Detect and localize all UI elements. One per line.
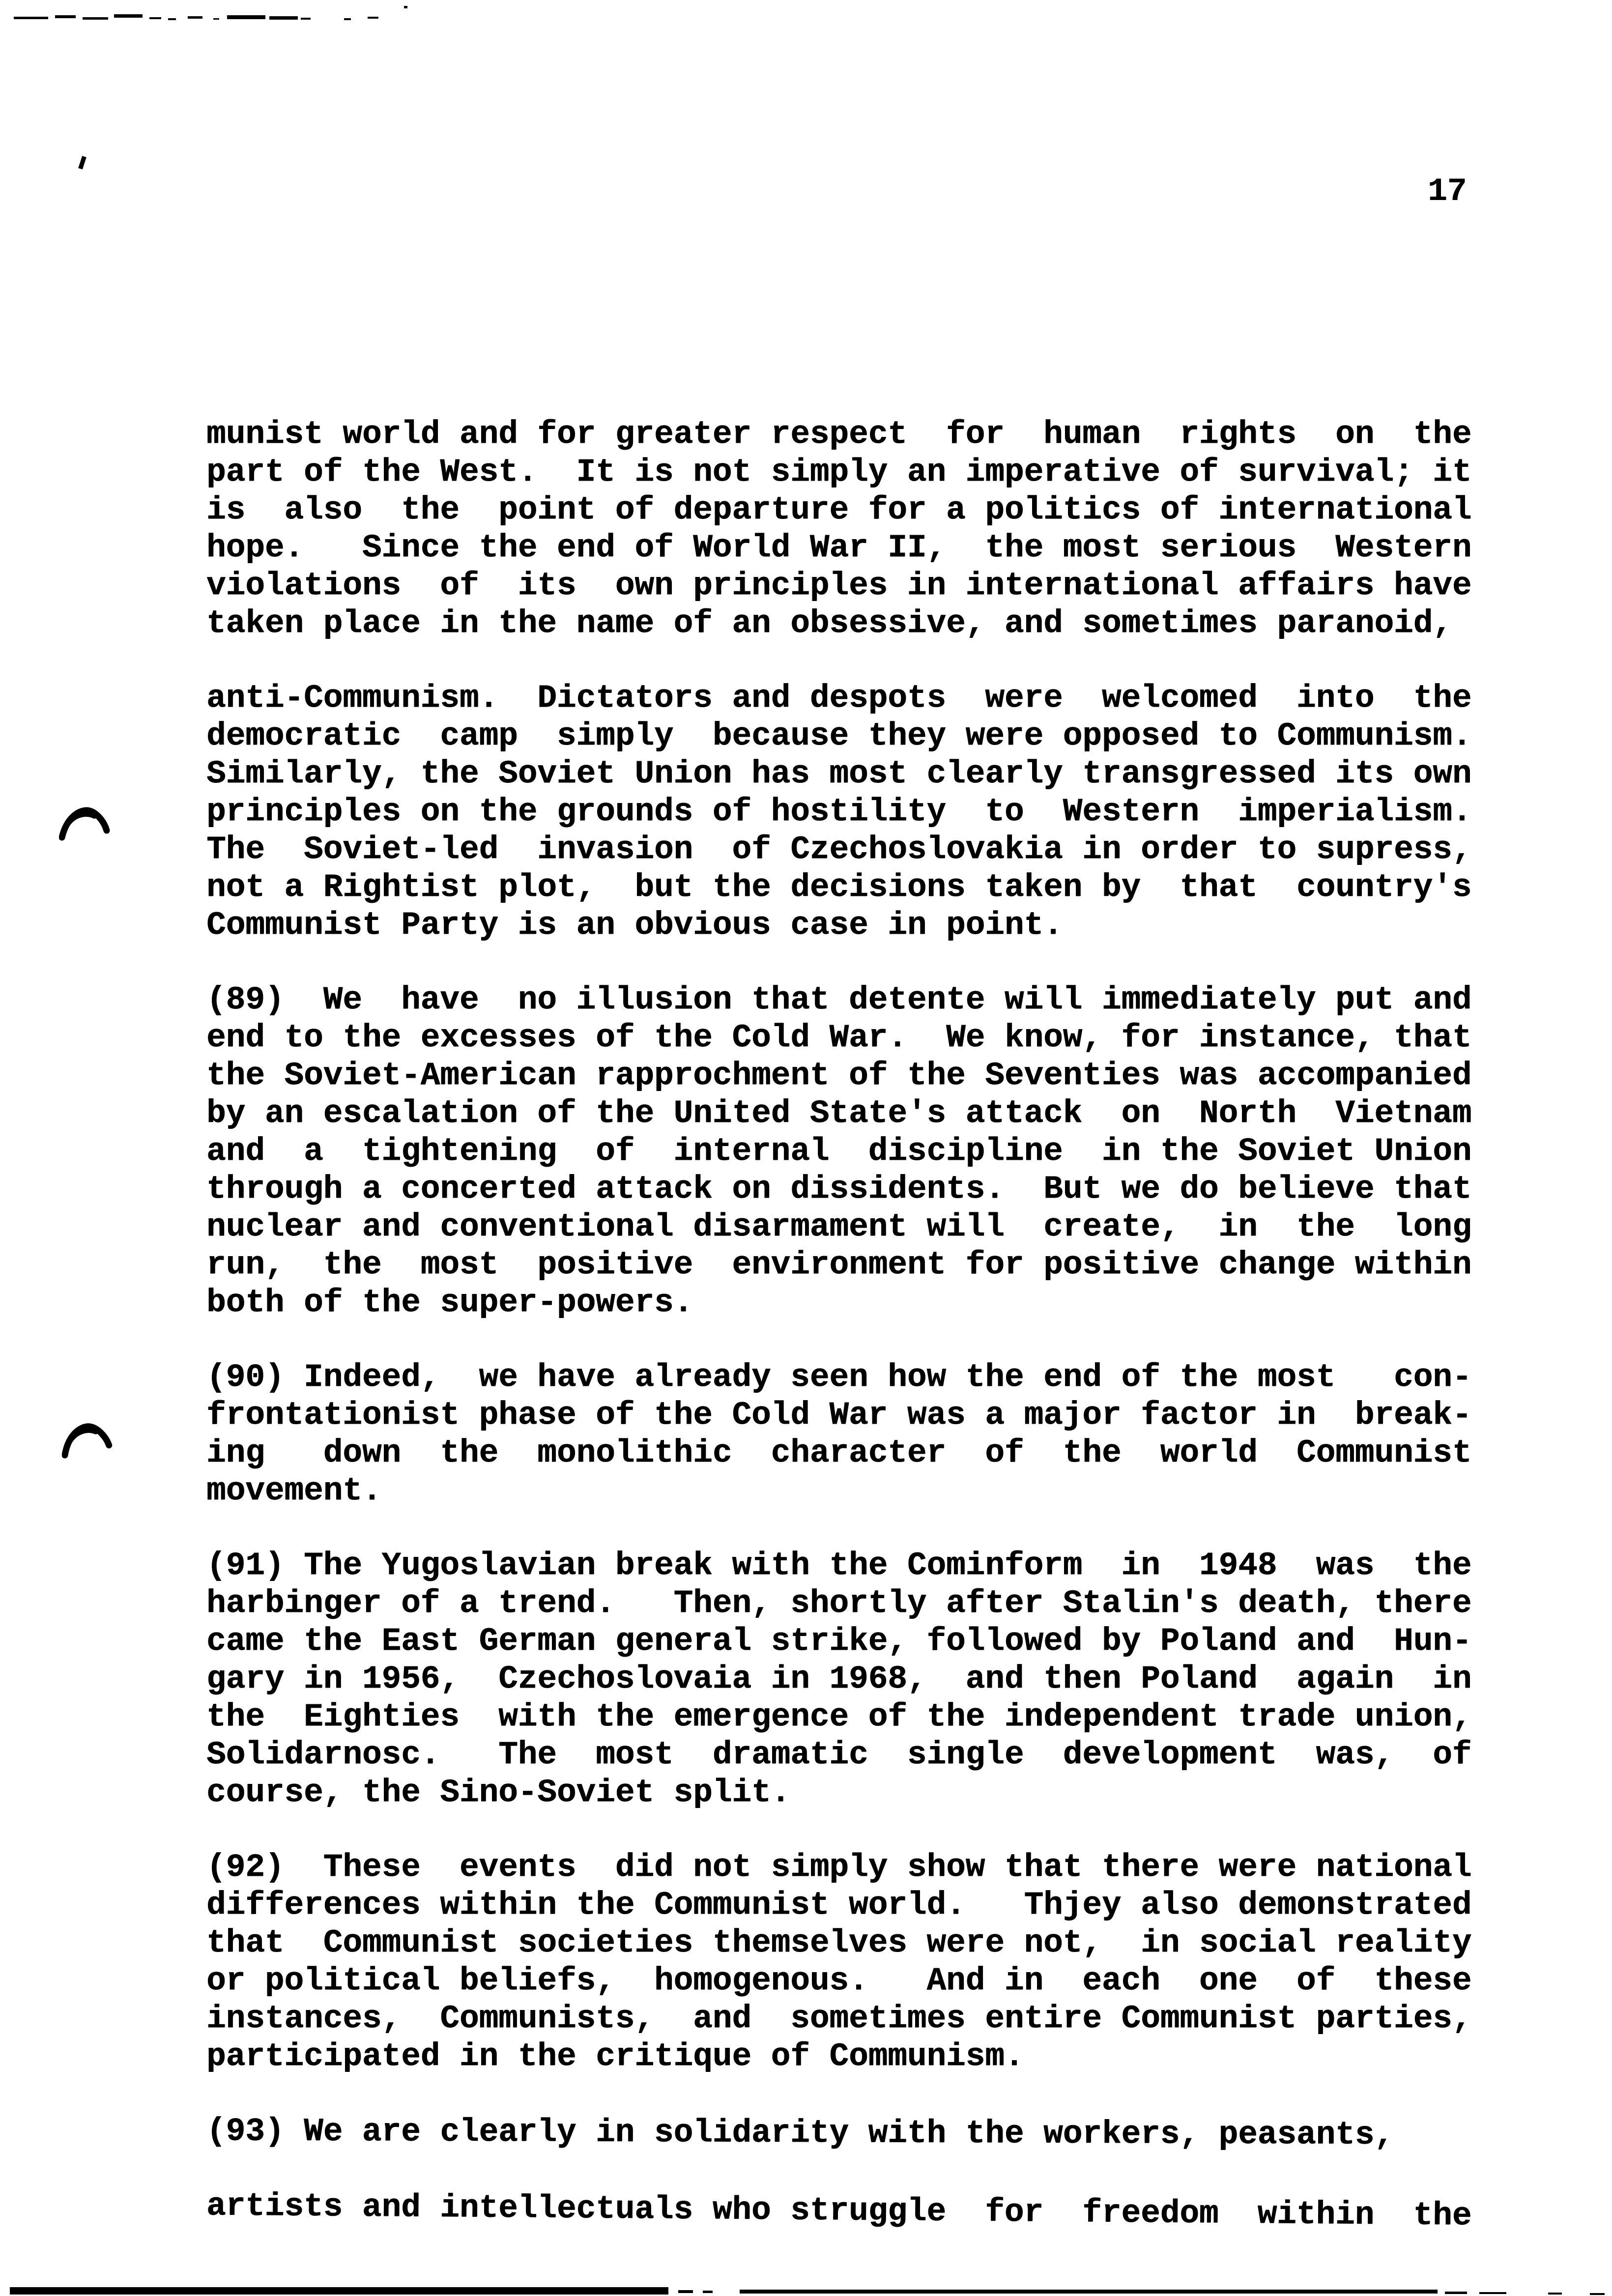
text-line: gary in 1956, Czechoslovaia in 1968, and then Poland again in [206, 1661, 1472, 1697]
text-line: or political beliefs, homogenous. And in each one of these [206, 1962, 1472, 1999]
text-line: artists and intellectuals who struggle for freedom within the [206, 2187, 1472, 2235]
text-line: munist world and for greater respect for human rights on the [206, 416, 1472, 453]
text-line: the Eighties with the emergence of the independent trade union, [206, 1698, 1472, 1735]
text-line: principles on the grounds of hostility to Western imperialism. [206, 793, 1472, 830]
paragraph-para-92 [206, 1848, 1471, 2075]
text-line: instances, Communists, and sometimes entire Communist parties, [206, 2000, 1472, 2037]
paragraph-continuation-communist-world [206, 415, 1471, 642]
text-line: both of the super-powers. [206, 1284, 693, 1321]
text-line: the Soviet-American rapprochment of the Seventies was accompanied [206, 1057, 1472, 1094]
paragraph-anti-communism [206, 679, 1471, 944]
paragraph-para-89 [206, 981, 1471, 1321]
text-line: anti-Communism. Dictators and despots were welcomed into the [206, 680, 1472, 717]
text-line: democratic camp simply because they were opposed to Communism. [206, 718, 1472, 754]
text-line: (90) Indeed, we have already seen how the end of the most con- [206, 1359, 1472, 1396]
text-line: ing down the monolithic character of the world Communist [206, 1435, 1472, 1471]
text-line: hope. Since the end of World War II, the most serious Western [206, 529, 1472, 566]
text-line: frontationist phase of the Cold War was a major factor in break- [206, 1397, 1472, 1434]
text-line: not a Rightist plot, but the decisions taken by that country's [206, 869, 1472, 906]
text-line: through a concerted attack on dissidents. But we do believe that [206, 1171, 1472, 1207]
paragraph-para-90 [206, 1358, 1471, 1510]
text-line: course, the Sino-Soviet split. [206, 1774, 791, 1811]
text-line: came the East German general strike, followed by Poland and Hun- [206, 1623, 1472, 1660]
text-line: (93) We are clearly in solidarity with the workers, peasants, [206, 2113, 1394, 2153]
scan-speck [78, 156, 86, 170]
text-line: participated in the critique of Communism. [206, 2038, 1024, 2075]
text-line: harbinger of a trend. Then, shortly after Stalin's death, there [206, 1585, 1472, 1622]
text-line: by an escalation of the United State's attack on North Vietnam [206, 1095, 1472, 1132]
text-line: violations of its own principles in international affairs have [206, 567, 1472, 604]
page-number: 17 [1428, 173, 1467, 210]
paragraph-para-91 [206, 1547, 1471, 1811]
text-line: Communist Party is an obvious case in point. [206, 907, 1063, 944]
text-line: run, the most positive environment for positive change within [206, 1246, 1472, 1283]
text-line: movement. [206, 1472, 382, 1509]
text-line: part of the West. It is not simply an imperative of survival; it [206, 454, 1472, 490]
text-line: differences within the Communist world. Thjey also demonstrated [206, 1887, 1472, 1923]
paragraph-para-93 [206, 2112, 1472, 2154]
pen-mark-arc-icon [59, 807, 110, 842]
text-line: that Communist societies themselves were not, in social reality [206, 1924, 1472, 1961]
paragraph-para-93-continued [206, 2187, 1472, 2235]
text-line: The Soviet-led invasion of Czechoslovakia in order to supress, [206, 831, 1472, 868]
text-line: (91) The Yugoslavian break with the Cominform in 1948 was the [206, 1547, 1472, 1584]
text-line: Solidarnosc. The most dramatic single development was, of [206, 1736, 1472, 1773]
text-line: is also the point of departure for a politics of international [206, 491, 1472, 528]
text-line: (92) These events did not simply show that there were national [206, 1849, 1472, 1886]
text-line: Similarly, the Soviet Union has most clearly transgressed its own [206, 755, 1472, 792]
text-line: (89) We have no illusion that detente will immediately put and [206, 981, 1472, 1018]
text-line: taken place in the name of an obsessive, and sometimes paranoid, [206, 605, 1452, 642]
text-line: end to the excesses of the Cold War. We know, for instance, that [206, 1019, 1472, 1056]
text-line: nuclear and conventional disarmament will create, in the long [206, 1208, 1472, 1245]
text-line: and a tightening of internal discipline in the Soviet Union [206, 1133, 1472, 1170]
pen-mark-arc-icon [60, 1421, 114, 1460]
document-body [206, 415, 1471, 2262]
